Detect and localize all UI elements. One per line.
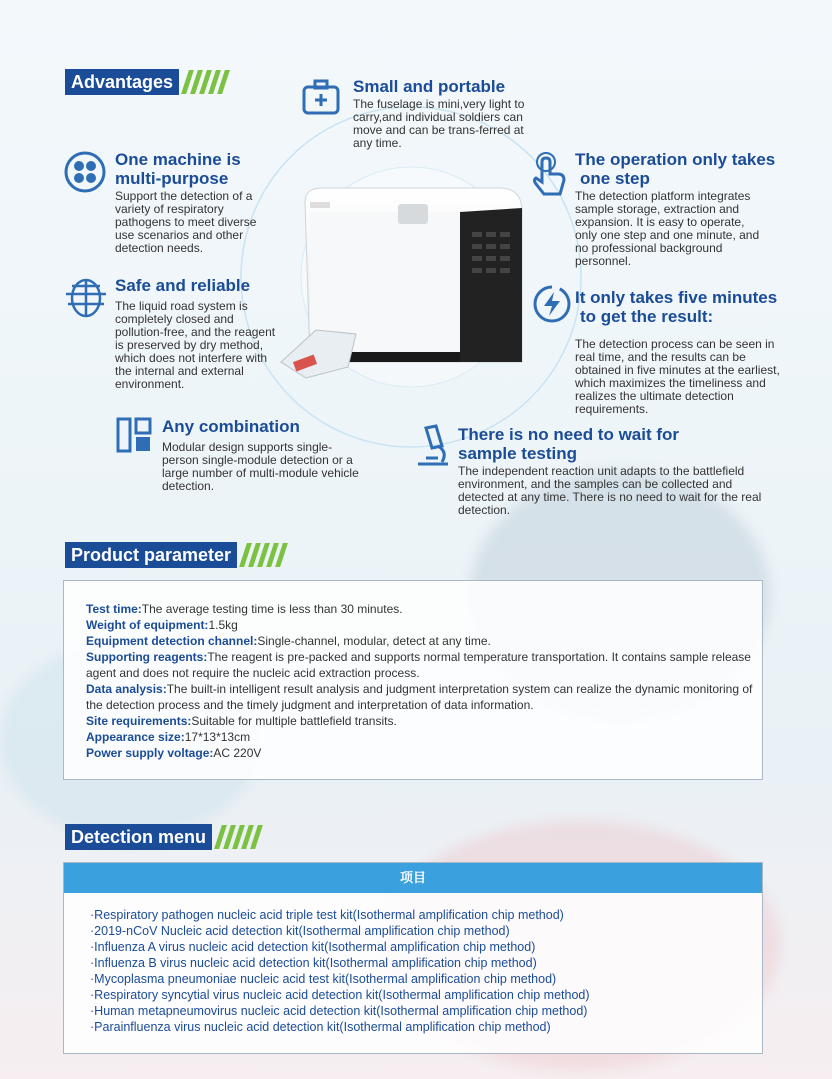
feature-desc: The fuselage is mini,very light to carry,and individual soldiers can move and can be trans-ferred at any time. [353,97,525,150]
feature-safe-reliable [115,276,280,391]
parameter-label: Equipment detection channel: [86,634,258,648]
parameter-row [86,649,756,681]
header-stripes [185,70,226,94]
list-item: ·Influenza B virus nucleic acid detection kit(Isothermal amplification chip method) [90,956,537,970]
list-item: ·2019-nCoV Nucleic acid detection kit(Isothermal amplification chip method) [90,924,510,938]
list-item: ·Parainfluenza virus nucleic acid detection kit(Isothermal amplification chip method) [90,1020,551,1034]
header-stripes [218,825,259,849]
feature-desc: The liquid road system is completely closed and pollution-free, and the reagent is preserved by dry method, which does not interfere with the internal and external environment. [115,299,276,391]
list-item: ·Human metapneumovirus nucleic acid detection kit(Isothermal amplification chip method) [90,1004,588,1018]
parameter-row [86,745,756,761]
parameter-value: 17*13*13cm [184,730,251,744]
feature-five-minutes [575,288,795,416]
shield-globe-icon [64,272,108,322]
advantages-header [65,69,226,95]
parameter-label: Weight of equipment: [86,618,209,632]
header-stripes [243,543,284,567]
parameter-value: Suitable for multiple battlefield transits. [191,714,397,728]
parameter-row [86,633,756,649]
parameter-row [86,681,756,713]
parameter-row [86,617,756,633]
medical-kit-icon [301,77,341,117]
advantages-title: Advantages [65,69,179,95]
feature-title: sample testing [458,444,578,463]
feature-one-machine [115,150,275,255]
parameter-label: Site requirements: [86,714,192,728]
feature-title: One machine is [115,150,241,169]
feature-title: to get the result: [580,307,714,326]
parameter-value: 1.5kg [208,618,238,632]
parameter-label: Test time: [86,602,142,616]
feature-title: multi-purpose [115,169,229,188]
list-item: ·Mycoplasma pneumoniae nucleic acid test kit(Isothermal amplification chip method) [90,972,557,986]
parameter-label: Appearance size: [86,730,185,744]
feature-desc: Support the detection of a variety of respiratory pathogens to meet diverse use scenarios and other detection needs. [115,189,257,255]
parameter-label: Power supply voltage: [86,746,214,760]
grid-circle-icon [64,151,106,193]
modules-icon [115,416,153,454]
feature-title: It only takes five minutes [575,288,778,307]
menu-header [65,824,259,850]
detection-menu-table [63,862,763,1054]
touch-hand-icon [530,150,568,196]
feature-desc: The independent reaction unit adapts to the battlefield environment, and the samples can be collected and detected at any time. There is no need to wait for the real detection. [458,464,762,517]
microscope-icon [412,424,452,468]
feature-title: one step [580,169,650,188]
feature-desc: The detection platform integrates sample storage, extraction and expansion. It is easy to operate, only one step and one minute, and no professional background personnel. [575,189,760,268]
parameter-list [86,601,756,761]
list-item: ·Respiratory syncytial virus nucleic acid detection kit(Isothermal amplification chip method) [90,988,590,1002]
lightning-circle-icon [532,284,572,324]
feature-title: Small and portable [353,77,506,96]
feature-desc: The detection process can be seen in real time, and the results can be obtained in five minutes at the earliest, which maximizes the timeliness and realizes the ultimate detection requirements. [575,337,780,416]
menu-column-header: 项目 [64,863,762,893]
list-item: ·Influenza A virus nucleic acid detection kit(Isothermal amplification chip method) [90,940,536,954]
menu-title: Detection menu [65,824,212,850]
parameter-label: Data analysis: [86,682,167,696]
feature-one-step [575,150,795,268]
feature-title: The operation only takes [575,150,776,169]
feature-any-combination [162,417,362,493]
parameter-label: Supporting reagents: [86,650,208,664]
feature-no-wait [458,425,778,517]
parameter-value: Single-channel, modular, detect at any time. [257,634,491,648]
parameter-value: The average testing time is less than 30 minutes. [141,602,403,616]
parameter-title: Product parameter [65,542,237,568]
parameter-value: The built-in intelligent result analysis and judgment interpretation system can realize the dynamic monitoring of the detection process and the timely judgment and interpretation of data information. [86,682,753,712]
feature-title: Any combination [162,417,300,436]
parameter-box [63,580,763,780]
parameter-value: AC 220V [213,746,262,760]
list-item: ·Respiratory pathogen nucleic acid triple test kit(Isothermal amplification chip method) [90,908,564,922]
feature-desc: Modular design supports single-person single-module detection or a large number of multi-module vehicle detection. [162,440,359,493]
chip-cartridge [276,322,366,382]
parameter-row [86,729,756,745]
parameter-value: The reagent is pre-packed and supports normal temperature transportation. It contains sample release agent and does not require the nucleic acid extraction process. [86,650,751,680]
feature-title: Safe and reliable [115,276,251,295]
parameter-row [86,713,756,729]
feature-title: There is no need to wait for [458,425,680,444]
parameter-row [86,601,756,617]
parameter-header [65,542,284,568]
feature-small-portable [353,77,543,150]
menu-list [90,907,590,1035]
